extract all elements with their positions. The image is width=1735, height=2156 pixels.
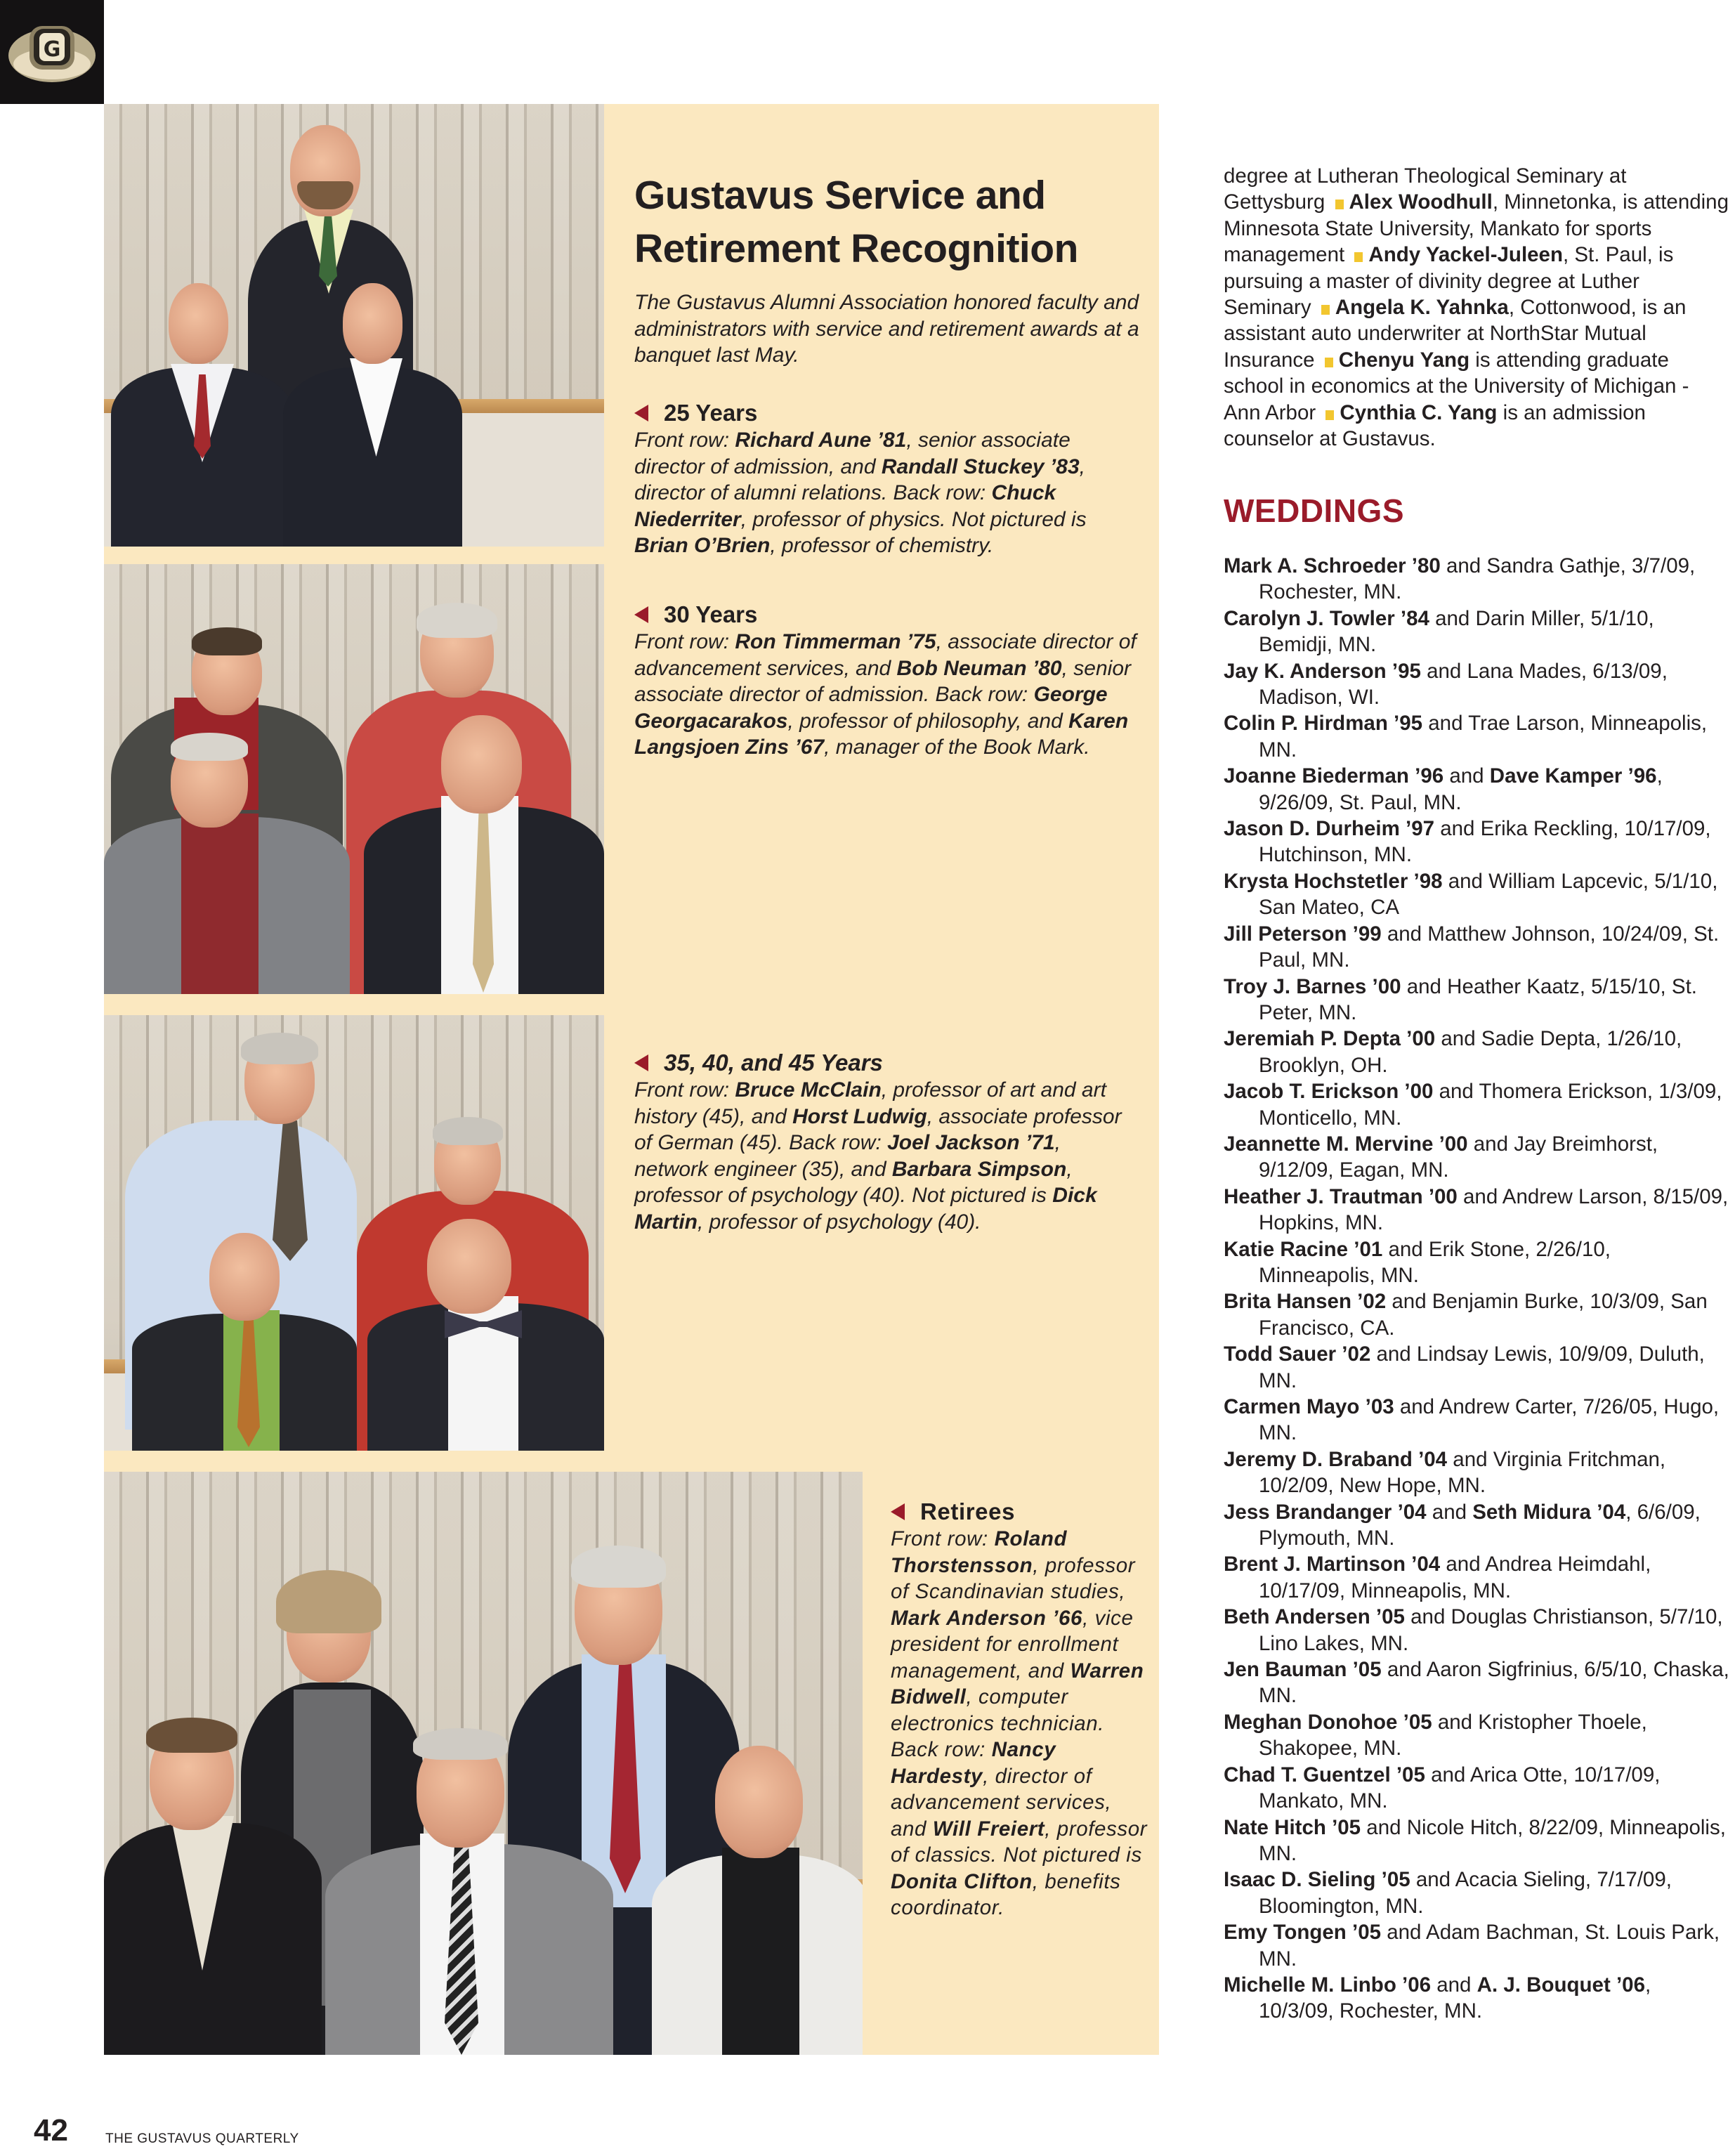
person-name: Richard Aune ’81: [735, 429, 907, 452]
wedding-entry: [1224, 658, 1729, 711]
alumni-name: Jeannette M. Mervine ’00: [1224, 1132, 1468, 1156]
caption-text: Front row:: [634, 1078, 735, 1102]
square-bullet-icon: [1321, 305, 1330, 315]
wedding-details: and Heather Kaatz, 5/15/10, St. Peter, MN.: [1259, 974, 1698, 1024]
wedding-details: and Sadie Depta, 1/26/10, Brooklyn, OH.: [1259, 1027, 1682, 1077]
person-name: Horst Ludwig: [792, 1104, 927, 1128]
wedding-entry: [1224, 1078, 1729, 1131]
wedding-entry: [1224, 606, 1729, 658]
class-note-text: , Cottonwood, is an assistant auto underwriter at NorthStar Mutual Insurance: [1224, 296, 1687, 372]
caption-heading: 35, 40, and 45 Years: [634, 1049, 1140, 1077]
person-name: Randall Stuckey ’83: [881, 455, 1080, 478]
alumni-name: Jen Bauman ’05: [1224, 1658, 1382, 1682]
person-name: Chuck Niederriter: [634, 481, 1056, 531]
alumni-name: Jay K. Anderson ’95: [1224, 659, 1421, 683]
caption-text: Front row:: [634, 630, 735, 653]
page-number: 42: [34, 2113, 68, 2148]
caption-text: , associate director of advancement services, and: [634, 630, 1137, 680]
wedding-details: and Darin Miller, 5/1/10, Bemidji, MN.: [1259, 606, 1654, 657]
person-name: Karen Langsjoen Zins ’67: [634, 709, 1129, 759]
caption-text: , computer electronics technician. Back row:: [891, 1685, 1105, 1761]
wedding-entry: [1224, 1341, 1729, 1394]
alumni-name: Jason D. Durheim ’97: [1224, 817, 1435, 841]
wedding-details: and Andrew Carter, 7/26/05, Hugo, MN.: [1259, 1395, 1720, 1445]
alumni-name: Jeremy D. Braband ’04: [1224, 1447, 1448, 1471]
caption-35-40-45-years: [634, 1049, 1140, 1235]
alumni-name: Alex Woodhull: [1349, 190, 1493, 214]
alumni-name: Meghan Donohoe ’05: [1224, 1710, 1432, 1734]
alumni-name: Chenyu Yang: [1338, 348, 1470, 372]
alumni-name: A. J. Bouquet ’06: [1477, 1973, 1645, 1997]
wedding-details: , 9/26/09, St. Paul, MN.: [1259, 764, 1663, 814]
wedding-entry: [1224, 763, 1729, 816]
person-name: Brian O’Brien: [634, 534, 771, 557]
weddings-heading: WEDDINGS: [1224, 492, 1404, 529]
wedding-entry: [1224, 1288, 1729, 1341]
caption-text: , director of alumni relations. Back row:: [634, 455, 1085, 504]
person-name: Ron Timmerman ’75: [735, 630, 936, 653]
caption-text: , professor of Scandinavian studies,: [891, 1553, 1136, 1603]
person-name: Warren Bidwell: [891, 1659, 1144, 1709]
article-title-line2: Retirement Recognition: [634, 226, 1078, 271]
caption-text: , senior associate director of admission. Back row:: [634, 656, 1131, 706]
alumni-name: Brita Hansen ’02: [1224, 1290, 1387, 1314]
wedding-details: and Arica Otte, 10/17/09, Mankato, MN.: [1259, 1763, 1661, 1813]
person-name: Roland Thorstensson: [891, 1527, 1068, 1577]
alumni-name: Brent J. Martinson ’04: [1224, 1553, 1441, 1576]
wedding-details: and Lindsay Lewis, 10/9/09, Duluth, MN.: [1259, 1342, 1705, 1392]
square-bullet-icon: [1335, 200, 1344, 209]
wedding-entry: [1224, 921, 1729, 974]
photo-35-40-45-years: [104, 1015, 604, 1451]
wedding-entry: [1224, 1026, 1729, 1078]
wedding-entry: [1224, 1762, 1729, 1815]
caption-body: [634, 427, 1140, 559]
square-bullet-icon: [1325, 358, 1333, 367]
wedding-details: and: [1426, 1500, 1473, 1524]
person-name: Bruce McClain: [735, 1078, 882, 1102]
alumni-name: Troy J. Barnes ’00: [1224, 974, 1401, 998]
wedding-details: and Nicole Hitch, 8/22/09, Minneapolis, MN.: [1259, 1815, 1726, 1865]
alumni-name: Cynthia C. Yang: [1340, 400, 1498, 424]
article-title-line1: Gustavus Service and: [634, 173, 1046, 218]
weddings-list: [1224, 553, 1729, 2025]
wedding-entry: [1224, 974, 1729, 1026]
caption-text: , professor of philosophy, and: [787, 709, 1069, 733]
wedding-details: and Acacia Sieling, 7/17/09, Bloomington, MN.: [1259, 1868, 1672, 1918]
wedding-details: and Erik Stone, 2/26/10, Minneapolis, MN.: [1259, 1237, 1611, 1287]
wedding-details: and Aaron Sigfrinius, 6/5/10, Chaska, MN.: [1259, 1658, 1729, 1708]
caption-text: , vice president for enrollment management, and: [891, 1606, 1134, 1683]
wedding-entry: [1224, 710, 1729, 763]
wedding-entry: [1224, 1131, 1729, 1184]
wedding-entry: [1224, 1867, 1729, 1919]
alumni-name: Mark A. Schroeder ’80: [1224, 554, 1441, 577]
alumni-name: Andy Yackel-Juleen: [1368, 243, 1563, 267]
caption-text: , network engineer (35), and: [634, 1131, 1061, 1181]
caption-body: [891, 1526, 1151, 1921]
caption-heading: 30 Years: [634, 601, 1140, 629]
class-note-text: is attending graduate school in economics at the University of Michigan - Ann Arbor: [1224, 348, 1689, 424]
wedding-details: , 6/6/09, Plymouth, MN.: [1259, 1500, 1701, 1550]
wedding-details: and Trae Larson, Minneapolis, MN.: [1259, 712, 1708, 762]
caption-text: , benefits coordinator.: [891, 1869, 1121, 1919]
person-name: Will Freiert: [932, 1817, 1045, 1841]
caption-heading: 25 Years: [634, 399, 1140, 427]
wedding-details: and Sandra Gathje, 3/7/09, Rochester, MN.: [1259, 554, 1696, 604]
alumni-name: Beth Andersen ’05: [1224, 1605, 1405, 1629]
class-ring-icon: [3, 13, 101, 91]
triangle-pointer-icon: [891, 1503, 905, 1520]
wedding-details: and Jay Breimhorst, 9/12/09, Eagan, MN.: [1259, 1132, 1658, 1182]
svg-text:G: G: [43, 37, 61, 62]
caption-text: , director of advancement services, and: [891, 1764, 1112, 1841]
caption-heading: Retirees: [891, 1498, 1151, 1526]
alumni-name: Colin P. Hirdman ’95: [1224, 712, 1423, 736]
caption-text: , professor of psychology (40). Not pictured is: [634, 1157, 1073, 1207]
publication-name: THE GUSTAVUS QUARTERLY: [105, 2131, 299, 2146]
alumni-name: Chad T. Guentzel ’05: [1224, 1763, 1425, 1786]
wedding-entry: [1224, 1499, 1729, 1552]
alumni-name: Joanne Biederman ’96: [1224, 764, 1444, 788]
caption-text: , professor of classics. Not pictured is: [891, 1817, 1148, 1867]
triangle-pointer-icon: [634, 1054, 648, 1071]
triangle-pointer-icon: [634, 606, 648, 623]
wedding-entry: [1224, 1972, 1729, 2025]
wedding-details: and Matthew Johnson, 10/24/09, St. Paul, MN.: [1259, 922, 1720, 972]
photo-retirees: [104, 1472, 863, 2055]
wedding-entry: [1224, 1236, 1729, 1289]
triangle-pointer-icon: [634, 405, 648, 422]
wedding-entry: [1224, 1709, 1729, 1762]
caption-text: Front row:: [634, 429, 735, 452]
wedding-details: and Lana Mades, 6/13/09, Madison, WI.: [1259, 659, 1668, 710]
caption-text: , professor of chemistry.: [770, 534, 994, 557]
wedding-details: and Andrew Larson, 8/15/09, Hopkins, MN.: [1259, 1184, 1729, 1235]
square-bullet-icon: [1325, 410, 1334, 420]
alumni-name: Seth Midura ’04: [1472, 1500, 1626, 1524]
alumni-name: Dave Kamper ’96: [1489, 764, 1657, 788]
wedding-entry: [1224, 1919, 1729, 1972]
alumni-name: Isaac D. Sieling ’05: [1224, 1868, 1410, 1892]
person-name: Nancy Hardesty: [891, 1738, 1056, 1788]
class-note-text: degree at Lutheran Theological Seminary at Gettysburg: [1224, 164, 1627, 214]
person-name: Mark Anderson ’66: [891, 1606, 1083, 1630]
wedding-details: , 10/3/09, Rochester, MN.: [1259, 1973, 1651, 2023]
wedding-details: and: [1443, 764, 1490, 788]
wedding-details: and Kristopher Thoele, Shakopee, MN.: [1259, 1710, 1647, 1760]
wedding-entry: [1224, 1551, 1729, 1604]
wedding-entry: [1224, 816, 1729, 868]
continued-class-notes: [1224, 163, 1729, 452]
caption-body: [634, 629, 1140, 761]
class-note-text: , St. Paul, is pursuing a master of divinity degree at Luther Seminary: [1224, 243, 1674, 320]
square-bullet-icon: [1354, 252, 1363, 262]
alumni-name: Angela K. Yahnka: [1335, 296, 1509, 320]
caption-text: Front row:: [891, 1527, 995, 1550]
alumni-name: Emy Tongen ’05: [1224, 1921, 1382, 1945]
alumni-name: Todd Sauer ’02: [1224, 1342, 1371, 1366]
alumni-name: Carolyn J. Towler ’84: [1224, 606, 1429, 630]
wedding-entry: [1224, 1394, 1729, 1446]
alumni-name: Nate Hitch ’05: [1224, 1815, 1361, 1839]
person-name: Bob Neuman ’80: [896, 656, 1062, 680]
caption-text: , associate professor of German (45). Back row:: [634, 1104, 1122, 1154]
caption-30-years: [634, 601, 1140, 761]
wedding-entry: [1224, 553, 1729, 606]
alumni-name: Michelle M. Linbo ’06: [1224, 1973, 1432, 1997]
wedding-details: and Douglas Christianson, 5/7/10, Lino Lakes, MN.: [1259, 1605, 1723, 1655]
class-note-text: , Minnetonka, is attending Minnesota State University, Mankato for sports management: [1224, 190, 1729, 267]
person-name: Donita Clifton: [891, 1869, 1033, 1893]
caption-retirees: [891, 1498, 1151, 1921]
alumni-name: Krysta Hochstetler ’98: [1224, 869, 1443, 893]
wedding-details: and Virginia Fritchman, 10/2/09, New Hope, MN.: [1259, 1447, 1666, 1498]
caption-25-years: [634, 399, 1140, 559]
caption-text: , professor of physics. Not pictured is: [740, 507, 1087, 531]
caption-text: , senior associate director of admission, and: [634, 429, 1071, 478]
wedding-details: and: [1431, 1973, 1477, 1997]
photo-30-years: [104, 564, 604, 994]
alumni-name: Jess Brandanger ’04: [1224, 1500, 1427, 1524]
wedding-entry: [1224, 1184, 1729, 1236]
photo-25-years: [104, 104, 604, 547]
alumni-name: Carmen Mayo ’03: [1224, 1395, 1394, 1418]
wedding-entry: [1224, 1815, 1729, 1867]
wedding-details: and Adam Bachman, St. Louis Park, MN.: [1259, 1921, 1720, 1971]
alumni-name: Jacob T. Erickson ’00: [1224, 1080, 1434, 1104]
wedding-entry: [1224, 1446, 1729, 1499]
wedding-entry: [1224, 1604, 1729, 1657]
person-name: Dick Martin: [634, 1184, 1097, 1234]
alumni-name: Heather J. Trautman ’00: [1224, 1184, 1458, 1208]
article-intro: The Gustavus Alumni Association honored faculty and administrators with service and retirement awards at a banquet last May.: [634, 291, 1139, 367]
person-name: Joel Jackson ’71: [887, 1131, 1055, 1154]
caption-body: [634, 1077, 1140, 1235]
person-name: Barbara Simpson: [891, 1157, 1067, 1181]
caption-text: , professor of psychology (40).: [698, 1210, 981, 1234]
wedding-details: and William Lapcevic, 5/1/10, San Mateo, CA: [1259, 869, 1718, 920]
caption-text: , manager of the Book Mark.: [824, 736, 1090, 759]
wedding-details: and Benjamin Burke, 10/3/09, San Francisco, CA.: [1259, 1290, 1708, 1340]
class-ring-logo: [0, 0, 104, 104]
class-note-text: is an admission counselor at Gustavus.: [1224, 400, 1646, 451]
person-name: George Georgacarakos: [634, 683, 1108, 733]
wedding-entry: [1224, 1657, 1729, 1709]
caption-text: , professor of art and art history (45), and: [634, 1078, 1106, 1128]
alumni-name: Jeremiah P. Depta ’00: [1224, 1027, 1436, 1051]
wedding-details: and Erika Reckling, 10/17/09, Hutchinson, MN.: [1259, 817, 1711, 867]
alumni-name: Katie Racine ’01: [1224, 1237, 1383, 1261]
wedding-entry: [1224, 868, 1729, 921]
alumni-name: Jill Peterson ’99: [1224, 922, 1382, 946]
article-title: [634, 169, 1140, 275]
wedding-details: and Andrea Heimdahl, 10/17/09, Minneapolis, MN.: [1259, 1553, 1651, 1602]
wedding-details: and Thomera Erickson, 1/3/09, Monticello, MN.: [1259, 1080, 1722, 1130]
